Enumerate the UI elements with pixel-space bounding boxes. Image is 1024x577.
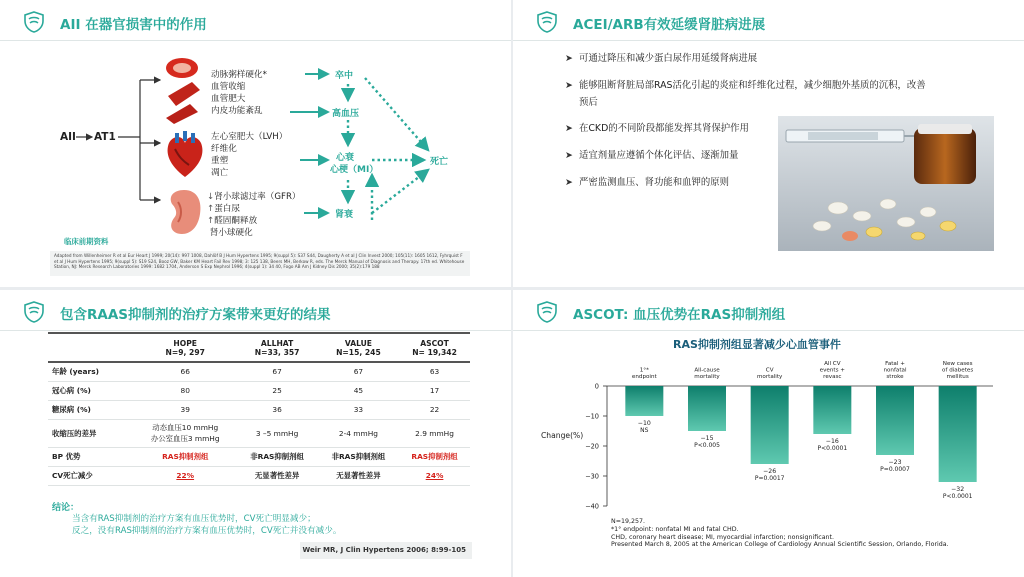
title-divider bbox=[0, 330, 511, 331]
shield-logo-icon bbox=[535, 11, 559, 33]
header-cell: VALUE N=15, 245 bbox=[318, 333, 399, 362]
p-value-label: P=0.0007 bbox=[880, 466, 910, 473]
y-tick-label: −40 bbox=[585, 502, 599, 511]
conclusion-line: 反之，没有RAS抑制剂的治疗方案有血压优势时，CV死亡并没有减少。 bbox=[72, 526, 342, 536]
bullet-item: ➤ 可通过降压和减少蛋白尿作用延缓肾病进展 bbox=[579, 50, 757, 67]
bar bbox=[876, 386, 914, 455]
effect-item: ↑蛋白尿 bbox=[207, 204, 240, 214]
header-cell: ASCOT N= 19,342 bbox=[399, 333, 470, 362]
conclusion-label: 结论： bbox=[52, 503, 80, 513]
effect-item: 血管肥大 bbox=[211, 94, 246, 104]
category-label: New cases bbox=[942, 361, 973, 367]
category-label: CV bbox=[765, 367, 774, 374]
category-label: endpoint bbox=[631, 374, 657, 380]
value-label: −23 bbox=[888, 459, 902, 466]
value-label: −15 bbox=[700, 435, 714, 442]
effect-item: 肾小球硬化 bbox=[209, 228, 253, 238]
category-label: mellitus bbox=[946, 374, 969, 380]
effect-item: 动脉粥样硬化* bbox=[211, 70, 267, 80]
citation-box: Weir MR, J Clin Hypertens 2006; 8:99-105 bbox=[300, 542, 472, 559]
heart-effects-list bbox=[211, 131, 287, 179]
conclusion-line: 当含有RAS抑制剂的治疗方案有血压优势时，CV死亡明显减少； bbox=[72, 514, 316, 524]
p-value-label: P<0.0001 bbox=[817, 445, 848, 452]
value-label: −26 bbox=[763, 468, 777, 475]
footnote-line: CHD, coronary heart disease; MI, myocardial infarction; nonsignificant. bbox=[611, 533, 835, 541]
footnote-line: Presented March 8, 2005 at the American College of Cardiology Annual Scientific Session, Orlando, Florida. bbox=[611, 541, 949, 549]
bullet-item: ➤ 在CKD的不同阶段都能发挥其肾保护作用 bbox=[579, 120, 749, 137]
p-value-label: NS bbox=[640, 427, 649, 434]
effect-item: 纤维化 bbox=[211, 144, 237, 154]
table-header-row bbox=[48, 333, 470, 362]
category-label: Fatal + bbox=[885, 361, 905, 367]
arrow-bullet-icon: ➤ bbox=[565, 123, 573, 134]
effect-item: 左心室肥大（LVH） bbox=[211, 132, 288, 142]
effect-item: ↑醛固酮释放 bbox=[207, 216, 258, 226]
p-value-label: P<0.0001 bbox=[942, 493, 973, 500]
arrow-bullet-icon: ➤ bbox=[565, 150, 573, 161]
outcome-renal-failure: 肾衰 bbox=[335, 210, 354, 220]
value-label: −16 bbox=[825, 438, 839, 445]
kidney-effects-list bbox=[207, 191, 301, 239]
slide-acei-arb[interactable] bbox=[513, 0, 1024, 287]
bar bbox=[688, 386, 726, 431]
bar bbox=[813, 386, 851, 434]
slide-title: AII 在器官损害中的作用 bbox=[60, 17, 207, 33]
title-divider bbox=[513, 40, 1024, 41]
value-label: −10 bbox=[637, 420, 651, 427]
header-cell bbox=[48, 333, 134, 362]
table-row: 年龄 (years) 66 67 67 63 bbox=[48, 362, 470, 381]
y-tick-label: −20 bbox=[585, 442, 599, 451]
chart-title: RAS抑制剂组显著减少心血管事件 bbox=[673, 338, 841, 351]
y-tick-label: −30 bbox=[585, 472, 599, 481]
outcome-mi: 心梗（MI） bbox=[330, 165, 379, 175]
table-row: 收缩压的差异 动态血压10 mmHg 办公室血压3 mmHg 3 –5 mmHg 2-4 mmHg 2.9 mmHg bbox=[48, 419, 470, 447]
category-label: nonfatal bbox=[883, 367, 907, 374]
effect-item: ↓肾小球滤过率（GFR） bbox=[207, 192, 301, 202]
category-label: 1°* bbox=[639, 367, 649, 374]
artery-icon bbox=[162, 56, 206, 126]
footnote-line: *1° endpoint: nonfatal MI and fatal CHD. bbox=[611, 525, 739, 533]
effect-item: 血管收缩 bbox=[211, 82, 246, 92]
slide-aii-organ-damage[interactable] bbox=[0, 0, 511, 287]
category-label: All-cause bbox=[694, 367, 720, 374]
category-label: mortality bbox=[694, 374, 720, 380]
footnote-line: N=19,257. bbox=[611, 518, 646, 525]
p-value-label: P=0.0017 bbox=[754, 475, 785, 482]
header-cell: ALLHAT N=33, 357 bbox=[236, 333, 317, 362]
chart-footnotes bbox=[611, 518, 949, 549]
category-label: All CV bbox=[824, 361, 841, 367]
shield-logo-icon bbox=[22, 301, 46, 323]
slide-ascot-chart[interactable] bbox=[513, 290, 1024, 577]
value-label: −32 bbox=[951, 486, 965, 493]
kidney-icon bbox=[164, 188, 204, 236]
category-label: revasc bbox=[823, 374, 842, 380]
table-row: BP 优势 RAS抑制剂组 非RAS抑制剂组 非RAS抑制剂组 RAS抑制剂组 bbox=[48, 447, 470, 466]
category-label: stroke bbox=[886, 374, 904, 380]
slide-raas-outcomes[interactable] bbox=[0, 290, 511, 577]
aii-label: AII bbox=[60, 131, 76, 143]
outcome-hypertension: 高血压 bbox=[332, 109, 360, 119]
slide-title: ACEI/ARB有效延缓肾脏病进展 bbox=[573, 17, 766, 33]
category-label: of diabetes bbox=[942, 367, 974, 374]
vessel-effects-list bbox=[211, 69, 267, 117]
arrow-bullet-icon: ➤ bbox=[565, 177, 573, 188]
slide-title: 包含RAAS抑制剂的治疗方案带来更好的结果 bbox=[60, 307, 331, 323]
category-label: events + bbox=[819, 367, 845, 374]
bullet-continuation: 预后 bbox=[579, 97, 598, 108]
p-value-label: P<0.005 bbox=[694, 442, 720, 449]
category-label: mortality bbox=[756, 374, 783, 380]
at1-label: AT1 bbox=[94, 131, 116, 143]
preclinical-note: 临床前期资料 bbox=[64, 237, 109, 246]
bullet-item: ➤ 严密监测血压、肾功能和血钾的原则 bbox=[579, 174, 729, 191]
effect-item: 凋亡 bbox=[211, 168, 229, 178]
medicine-photo bbox=[778, 116, 994, 251]
outcome-stroke: 卒中 bbox=[335, 71, 354, 81]
effect-item: 内皮功能紊乱 bbox=[211, 106, 263, 116]
y-tick-label: 0 bbox=[594, 382, 599, 391]
bar bbox=[751, 386, 789, 464]
arrow-bullet-icon: ➤ bbox=[565, 80, 573, 91]
effect-item: 重塑 bbox=[211, 156, 229, 166]
bullet-item: ➤ 能够阻断肾脏局部RAS活化引起的炎症和纤维化过程，减少细胞外基质的沉积，改善 bbox=[579, 77, 926, 94]
bar bbox=[939, 386, 977, 482]
reference-box: Adapted from Willenheimer R et al Eur Heart J 1999; 20(14): 997 1008, Dahlöf B J Hum Hypertens 1995; 9(suppl 5): S37 S44, Daugherty A et al J Clin Invest 2000; 105(11): 1605 1612, Fyhrquist F et al J Hum Hypertens 1995; 9(suppl 5): S19 S24, Booz GW, Baker KM Heart Fail Rev 1998; 3: 125 138, Beers MH, Berkow R, eds. The Merck Manual of Diagnosis and Therapy. 17th ed. Whitehouse Station, NJ: Merck Research Laboratories 1999: 1682 1704, Anderson S Exp Nephrol 1996; 4(suppl 1): 34 40, Fogo AB Am J Kidney Dis 2000; 35(2):179 188 bbox=[50, 251, 470, 276]
y-tick-label: −10 bbox=[585, 412, 599, 421]
trial-comparison-table bbox=[48, 332, 470, 486]
bar bbox=[625, 386, 663, 416]
table-row: CV死亡减少 22% 无显著性差异 无显著性差异 24% bbox=[48, 466, 470, 485]
heart-icon bbox=[163, 129, 207, 179]
y-axis-label: Change(%) bbox=[541, 431, 584, 440]
table-row: 冠心病 (%) 80 25 45 17 bbox=[48, 381, 470, 400]
bullet-item: ➤ 适宜剂量应遵循个体化评估、逐渐加量 bbox=[579, 147, 738, 164]
outcome-death: 死亡 bbox=[430, 157, 449, 167]
outcome-heart-failure: 心衰 bbox=[336, 153, 355, 163]
table-row: 糖尿病 (%) 39 36 33 22 bbox=[48, 400, 470, 419]
header-cell: HOPE N=9, 297 bbox=[134, 333, 236, 362]
arrow-bullet-icon: ➤ bbox=[565, 53, 573, 64]
slide-title: ASCOT: 血压优势在RAS抑制剂组 bbox=[573, 307, 786, 323]
